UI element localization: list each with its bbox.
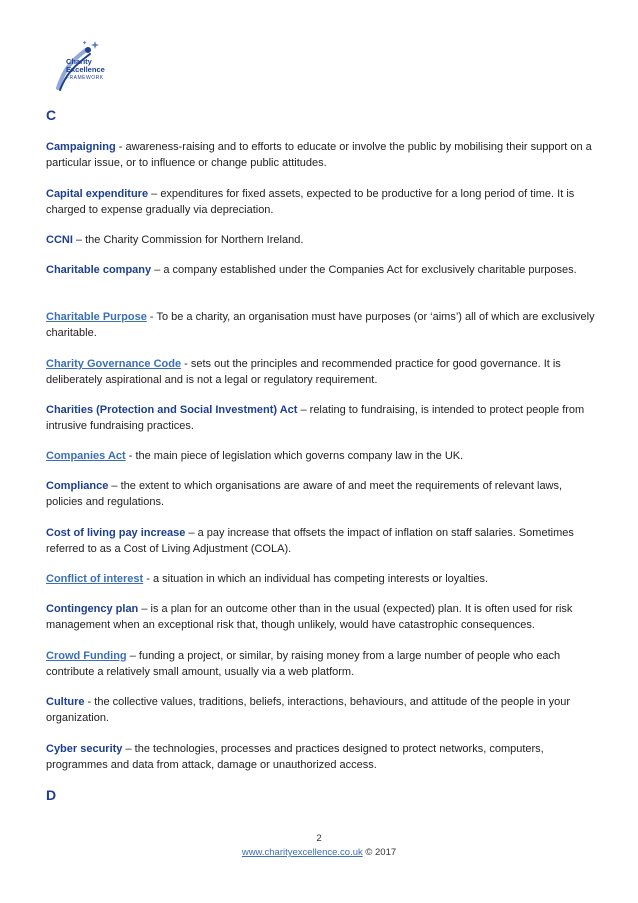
glossary-entry (46, 478, 598, 510)
glossary-definition: the technologies, processes and practices designed to protect networks, computers, programmes and data from attack, damage or unauthorized access. (46, 743, 544, 771)
glossary-entry (46, 186, 598, 218)
glossary-definition: the main piece of legislation which governs company law in the UK. (135, 450, 464, 462)
term-separator: – (138, 603, 151, 615)
glossary-term: Compliance (46, 480, 109, 492)
glossary-entry (46, 694, 598, 726)
logo-line-2: Excellence (66, 65, 105, 74)
section-letter-d: D (46, 787, 57, 803)
term-separator: – (122, 743, 135, 755)
term-separator: – (297, 404, 310, 416)
glossary-definition: a situation in which an individual has competing interests or loyalties. (152, 573, 489, 585)
page-number: 2 (316, 833, 322, 844)
glossary-entry (46, 571, 598, 587)
glossary-definition: the Charity Commission for Northern Ireland. (85, 234, 304, 246)
glossary-entry (46, 648, 598, 680)
glossary-definition: expenditures for fixed assets, expected to be productive for a long period of time. It is charged to expense gradually via depreciation. (46, 188, 575, 216)
glossary-term: Capital expenditure (46, 188, 149, 200)
glossary-definition: funding a project, or similar, by raising money from a large number of people who each contribute a relatively small amount, usually via a web platform. (46, 650, 561, 678)
glossary-term: CCNI (46, 234, 73, 246)
glossary-entry (46, 601, 598, 633)
glossary-term-link[interactable]: Companies Act (46, 450, 126, 462)
glossary-entry (46, 525, 598, 557)
glossary-entry (46, 402, 598, 434)
logo-line-3: FRAMEWORK (66, 75, 104, 81)
glossary-definition: a company established under the Companies Act for exclusively charitable purposes. (163, 264, 577, 276)
term-separator: - (125, 450, 136, 462)
glossary-entry (46, 448, 598, 464)
glossary-term: Campaigning (46, 141, 116, 153)
glossary-entry (46, 262, 598, 278)
glossary-term: Charities (Protection and Social Investment) Act (46, 404, 298, 416)
glossary-term: Cyber security (46, 743, 123, 755)
glossary-entry (46, 139, 598, 171)
glossary-definition: is a plan for an outcome other than in the usual (expected) plan. It is often used for risk management when an exceptional risk that, though unlikely, would have catastrophic consequences. (46, 603, 573, 631)
glossary-definition: the extent to which organisations are aware of and meet the requirements of relevant laws, policies and regulations. (46, 480, 563, 508)
footer-copyright: © 2017 (362, 847, 397, 858)
term-separator: - (181, 358, 191, 370)
glossary-term: Contingency plan (46, 603, 139, 615)
glossary-definition: relating to fundraising, is intended to protect people from intrusive fundraising practices. (46, 404, 585, 432)
term-separator: – (72, 234, 86, 246)
glossary-term-link[interactable]: Charity Governance Code (46, 358, 182, 370)
section-letter-c: C (46, 107, 57, 123)
term-separator: - (84, 696, 95, 708)
glossary-definition: sets out the principles and recommended practice for good governance. It is deliberately aspirational and is not a legal or regulatory requirement. (46, 358, 561, 386)
term-separator: - (146, 311, 157, 323)
term-separator: - (143, 573, 153, 585)
term-separator: – (126, 650, 139, 662)
term-separator: – (185, 527, 198, 539)
glossary-term-link[interactable]: Charitable Purpose (46, 311, 147, 323)
glossary-term-link[interactable]: Crowd Funding (46, 650, 127, 662)
glossary-entry (46, 356, 598, 388)
logo-line-1: Charity (66, 57, 92, 66)
glossary-definition: a pay increase that offsets the impact of inflation on staff salaries. Sometimes referred to as a Cost of Living Adjustment (COLA). (46, 527, 574, 555)
footer-credit (0, 847, 638, 858)
term-separator: – (151, 264, 164, 276)
glossary-definition: the collective values, traditions, beliefs, interactions, behaviours, and attitude of the people in your organization. (46, 696, 571, 724)
glossary-entry (46, 741, 598, 773)
glossary-entry (46, 232, 598, 248)
glossary-term-link[interactable]: Conflict of interest (46, 573, 144, 585)
glossary-definition: To be a charity, an organisation must have purposes (or ‘aims’) all of which are exclusively charitable. (46, 311, 595, 339)
glossary-term: Culture (46, 696, 85, 708)
glossary-term: Cost of living pay increase (46, 527, 186, 539)
glossary-entry (46, 309, 598, 341)
term-separator: – (148, 188, 161, 200)
footer-url-link[interactable]: www.charityexcellence.co.uk (241, 847, 363, 858)
glossary-term: Charitable company (46, 264, 152, 276)
glossary-definition: awareness-raising and to efforts to educate or involve the public by mobilising their support on a particular issue, or to influence or change public attitudes. (46, 141, 592, 169)
term-separator: – (108, 480, 121, 492)
term-separator: - (115, 141, 126, 153)
logo-wordmark (66, 58, 105, 82)
